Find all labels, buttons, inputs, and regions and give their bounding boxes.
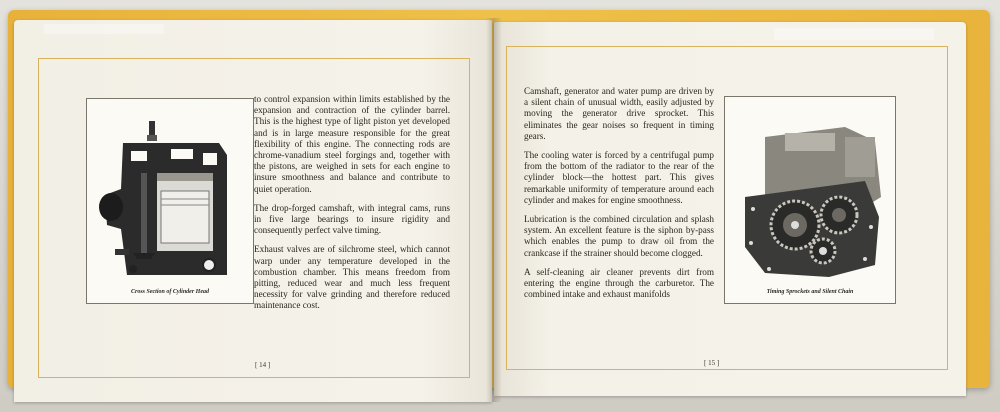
paragraph: Lubrication is the combined circulation and splash system. An excellent feature is the siphon by-pass which enables the pump to draw oil from the crankcase if the strainer should become clogged. [524, 214, 714, 258]
figure-caption: Cross Section of Cylinder Head [130, 289, 209, 295]
timing-sprockets-figure [724, 96, 896, 304]
page-number: [ 14 ] [255, 361, 271, 369]
paragraph: Exhaust valves are of silchrome steel, which cannot warp under any temperature developed in the combustion chamber. This means freedom from pitting, reduced wear and much less frequent necessity for valve grinding and therefore reduced maintenance cost. [254, 244, 450, 311]
paragraph: The cooling water is forced by a centrifugal pump from the bottom of the radiator to the rear of the cylinder block—the hottest part. This gives remarkable uniformity of temperature around each cylinder and makes for engine smoothness. [524, 150, 714, 205]
right-page [494, 22, 966, 396]
left-page [14, 20, 492, 402]
right-text-column [524, 86, 714, 308]
page-number: [ 15 ] [704, 359, 720, 367]
paragraph: Camshaft, generator and water pump are driven by a silent chain of unusual width, easily adjusted by moving the generator drive sprocket. This eliminates the gear noises so frequent in timing gears. [524, 86, 714, 141]
page-wear [44, 24, 164, 34]
left-text-column [254, 94, 450, 320]
book-gutter [486, 18, 502, 402]
cylinder-head-figure [86, 98, 254, 304]
paragraph: A self-cleaning air cleaner prevents dirt from entering the engine through the carburetor. The combined intake and exhaust manifolds [524, 266, 714, 300]
paragraph: The drop-forged camshaft, with integral cams, runs in five large bearings to insure rigidity and consequently perfect valve timing. [254, 202, 450, 236]
page-wear [774, 28, 934, 40]
paragraph: to control expansion within limits established by the expansion and contraction of the cylinder barrel. This is the highest type of light piston yet developed and is in large measure responsible for the great flexibility of this engine. The connecting rods are chrome-vanadium steel forgings and, together with the pistons, are weighed in sets for each engine to insure smoothness and balance and contribute to quiet operation. [254, 94, 450, 194]
figure-caption: Timing Sprockets and Silent Chain [766, 289, 854, 295]
timing-chain-illustration [725, 97, 895, 289]
cylinder-head-illustration [87, 99, 253, 289]
